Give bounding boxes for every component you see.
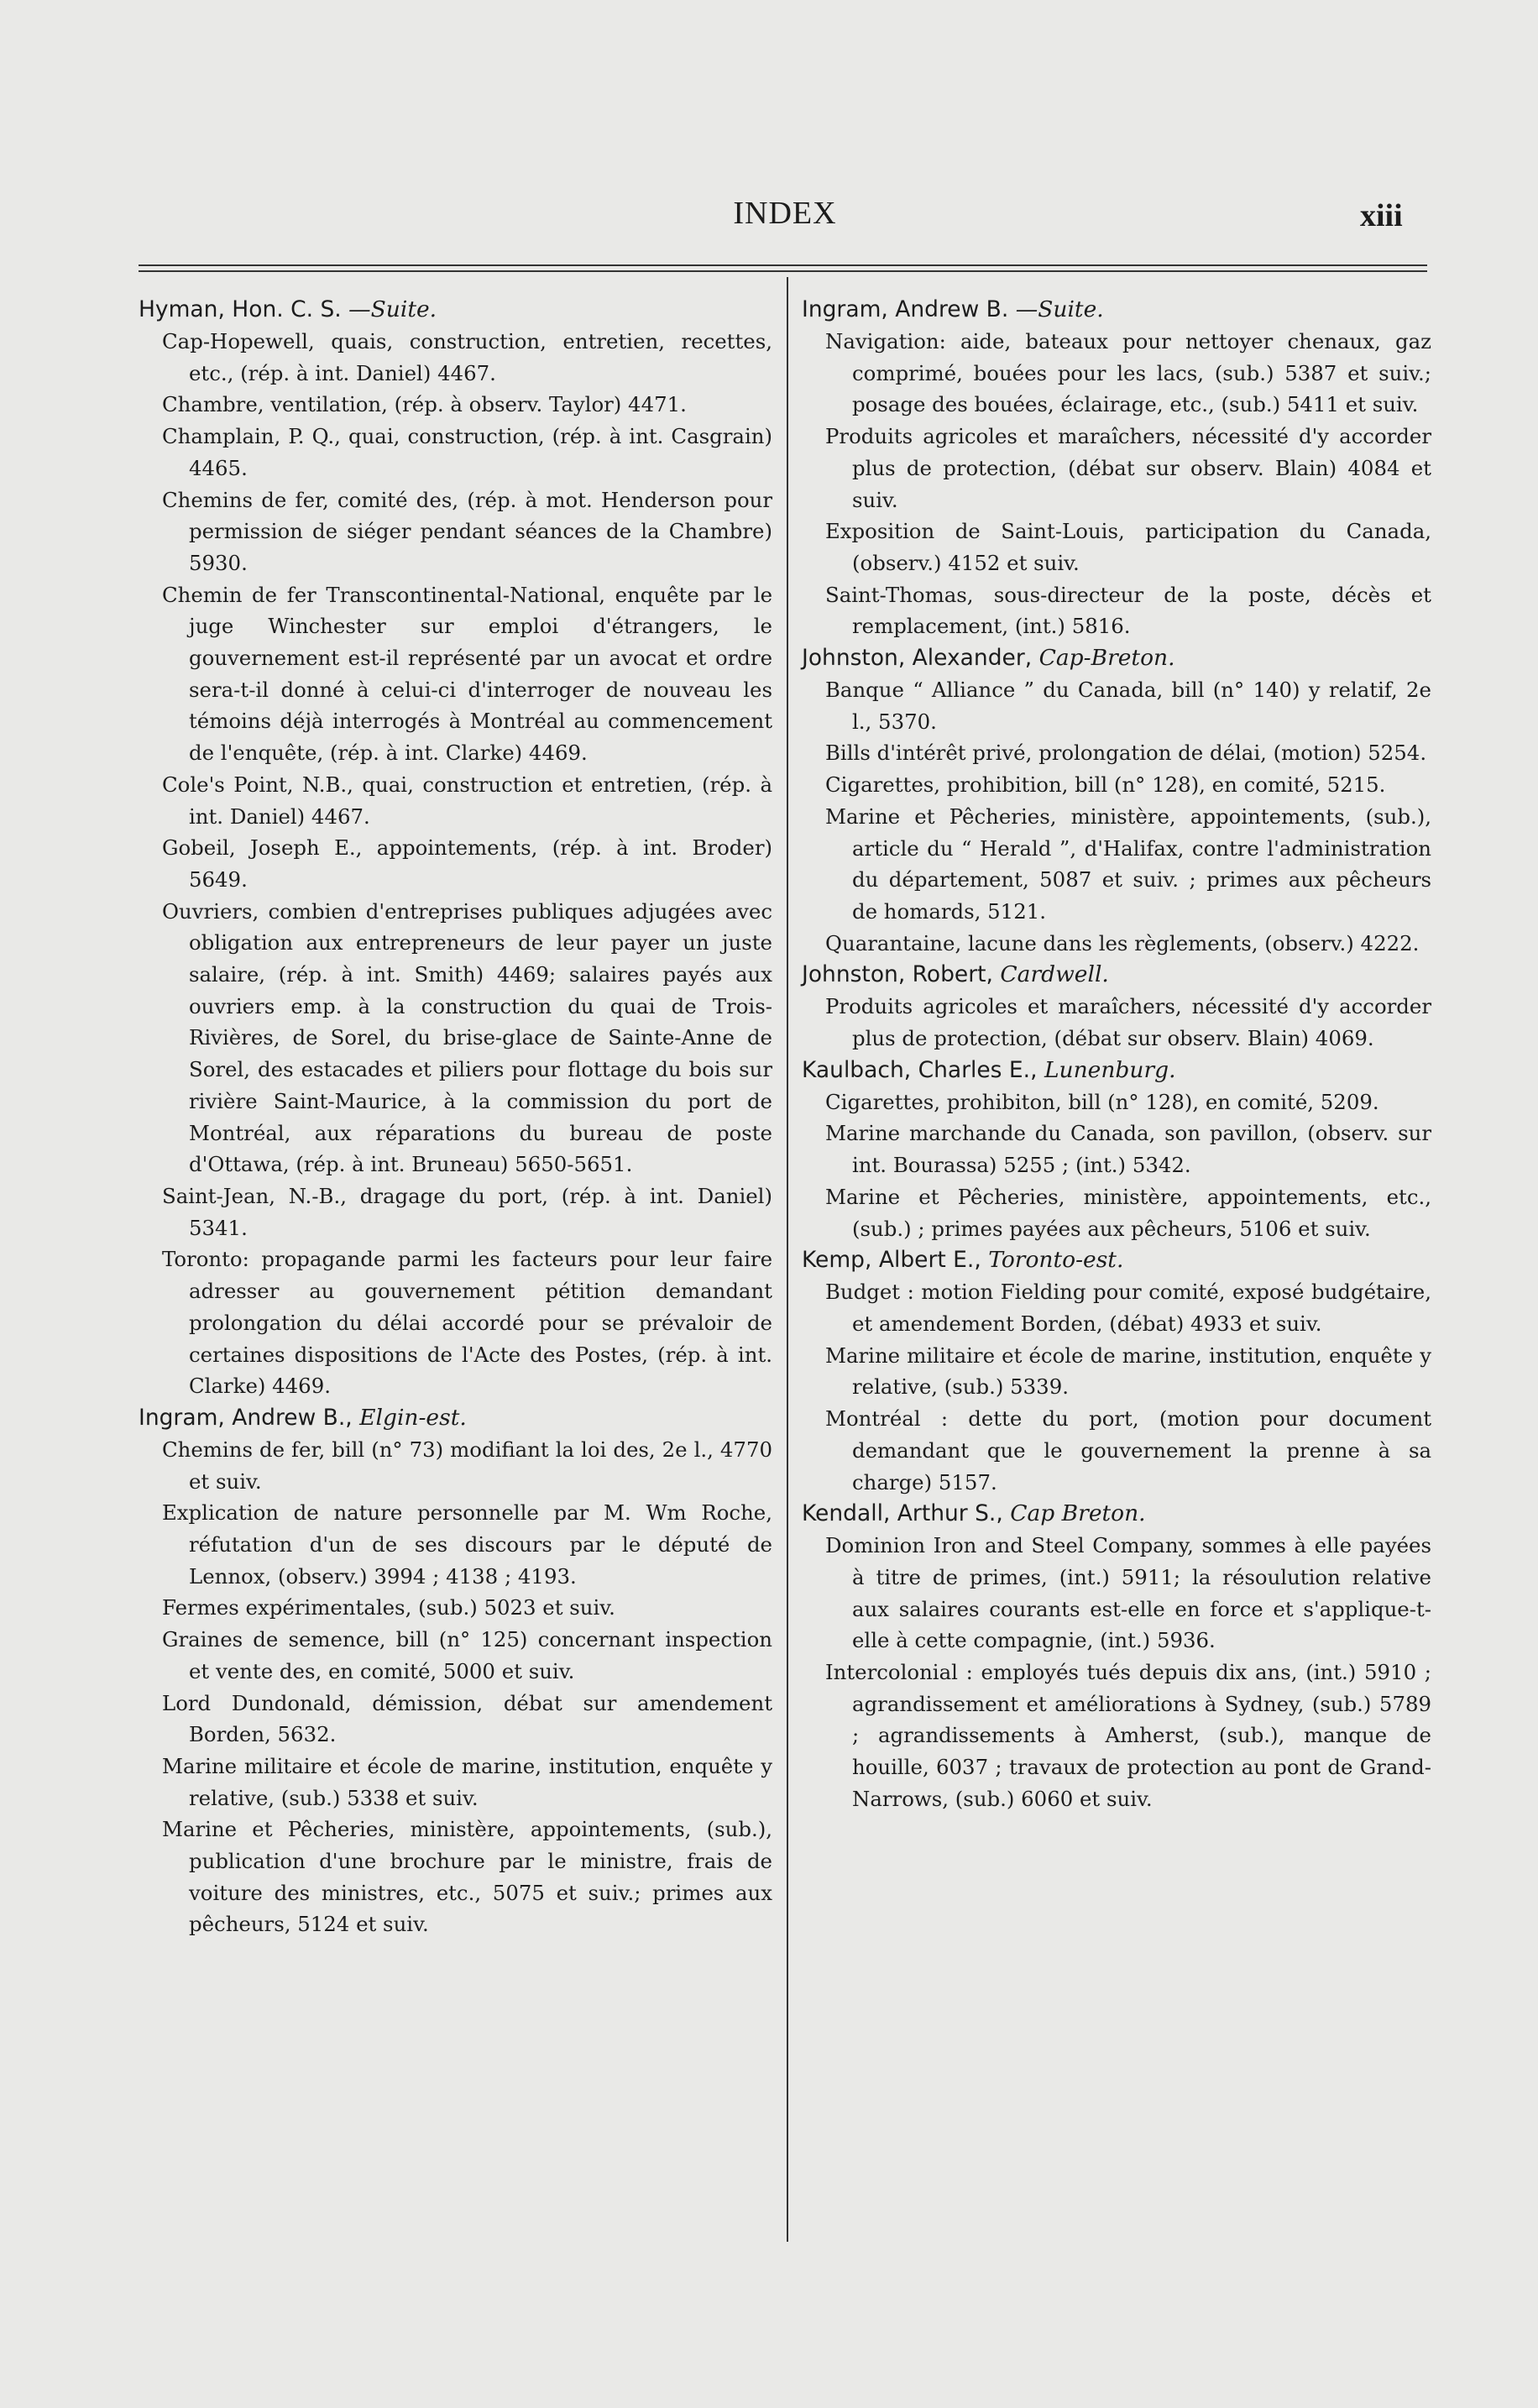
header-rule-second <box>139 270 1427 272</box>
heading-riding: —Suite. <box>1015 296 1104 322</box>
index-heading <box>802 294 1431 326</box>
index-entry: Champlain, P. Q., quai, construction, (rép. à int. Casgrain) 4465. <box>162 424 772 480</box>
index-entry: Chambre, ventilation, (rép. à observ. Taylor) 4471. <box>162 392 687 417</box>
index-entry: Marine et Pêcheries, ministère, appointements, (sub.), publication d'une brochure par le ministre, frais de voiture des ministres, etc., 5075 et suiv.; primes aux pêcheurs, 5124 et suiv. <box>162 1817 772 1937</box>
index-entry: Marine et Pêcheries, ministère, appointements, etc., (sub.) ; primes payées aux pêcheurs, 5106 et suiv. <box>825 1184 1431 1241</box>
index-entry: Quarantaine, lacune dans les règlements, (observ.) 4222. <box>825 930 1420 955</box>
index-entry: Lord Dundonald, démission, débat sur amendement Borden, 5632. <box>162 1690 772 1747</box>
index-entry: Saint-Jean, N.-B., dragage du port, (rép. à int. Daniel) 5341. <box>162 1183 772 1240</box>
index-entry: Marine militaire et école de marine, institution, enquête y relative, (sub.) 5338 et suiv. <box>162 1753 772 1810</box>
heading-riding: —Suite. <box>348 296 437 322</box>
heading-name: Kemp, Albert E., <box>802 1247 981 1274</box>
left-column <box>139 294 772 1940</box>
index-entry: Toronto: propagande parmi les facteurs pour leur faire adresser au gouvernement pétition demandant prolongation du délai accordé pour se prévaloir de certaines dispositions de l'Acte des Postes, (rép. à int. Clarke) 4469. <box>162 1247 772 1399</box>
page-title: INDEX <box>733 196 837 231</box>
index-heading <box>802 1498 1431 1530</box>
index-entry: Chemins de fer, bill (n° 73) modifiant la loi des, 2e l., 4770 et suiv. <box>162 1437 772 1494</box>
index-entry: Gobeil, Joseph E., appointements, (rép. à int. Broder) 5649. <box>162 835 772 892</box>
index-entry: Cole's Point, N.B., quai, construction et entretien, (rép. à int. Daniel) 4467. <box>162 772 772 829</box>
index-heading <box>802 1244 1431 1276</box>
heading-name: Hyman, Hon. C. S. <box>139 296 342 322</box>
index-entry: Bills d'intérêt privé, prolongation de délai, (motion) 5254. <box>825 741 1427 766</box>
index-heading <box>802 1055 1431 1086</box>
index-entry: Ouvriers, combien d'entreprises publiques adjugées avec obligation aux entrepreneurs de leur payer un juste salaire, (rép. à int. Smith) 4469; salaires payés aux ouvriers emp. à la construction du quai de Trois-Rivières, de Sorel, du brise-glace de Sainte-Anne de Sorel, des estacades et piliers pour flottage du bois sur rivière Saint-Maurice, à la commission du port de Montréal, aux réparations du bureau de poste d'Ottawa, (rép. à int. Bruneau) 5650-5651. <box>162 898 772 1177</box>
index-entry: Chemin de fer Transcontinental-National, enquête par le juge Winchester sur emploi d'étrangers, le gouvernement est-il représenté par un avocat et ordre sera-t-il donné à celui-ci d'interroger de nouveau les témoins déjà interrogés à Montréal au commencement de l'enquête, (rép. à int. Clarke) 4469. <box>162 582 772 766</box>
index-entry: Exposition de Saint-Louis, participation du Canada, (observ.) 4152 et suiv. <box>825 519 1431 575</box>
heading-name: Ingram, Andrew B., <box>139 1404 353 1431</box>
index-entry: Saint-Thomas, sous-directeur de la poste, décès et remplacement, (int.) 5816. <box>825 582 1431 639</box>
page-number: xiii <box>1360 198 1403 233</box>
header-rule <box>139 264 1427 266</box>
index-entry: Explication de nature personnelle par M. Wm Roche, réfutation d'un de ses discours par le député de Lennox, (observ.) 3994 ; 4138 ; 4193. <box>162 1500 772 1589</box>
index-heading <box>139 294 772 326</box>
heading-name: Kaulbach, Charles E., <box>802 1056 1038 1083</box>
index-entry: Marine marchande du Canada, son pavillon, (observ. sur int. Bourassa) 5255 ; (int.) 5342. <box>825 1121 1431 1178</box>
index-entry: Cap-Hopewell, quais, construction, entretien, recettes, etc., (rép. à int. Daniel) 4467. <box>162 329 772 385</box>
heading-riding: Elgin-est. <box>359 1404 467 1431</box>
index-entry: Fermes expérimentales, (sub.) 5023 et suiv. <box>162 1595 615 1620</box>
column-divider <box>787 277 788 2242</box>
heading-riding: Toronto-est. <box>988 1247 1124 1274</box>
index-heading <box>802 642 1431 674</box>
index-entry: Budget : motion Fielding pour comité, exposé budgétaire, et amendement Borden, (débat) 4933 et suiv. <box>825 1280 1431 1336</box>
index-entry: Cigarettes, prohibition, bill (n° 128), en comité, 5215. <box>825 772 1386 798</box>
heading-riding: Lunenburg. <box>1044 1056 1176 1083</box>
index-entry: Dominion Iron and Steel Company, sommes à elle payées à titre de primes, (int.) 5911; la résoulution relative aux salaires courants est-elle en force et s'applique-t-elle à cette compagnie, (int.) 5936. <box>825 1533 1431 1653</box>
index-entry: Intercolonial : employés tués depuis dix ans, (int.) 5910 ; agrandissement et améliorations à Sydney, (sub.) 5789 ; agrandissements à Amherst, (sub.), manque de houille, 6037 ; travaux de protection au pont de Grand-Narrows, (sub.) 6060 et suiv. <box>825 1660 1431 1811</box>
index-entry: Produits agricoles et maraîchers, nécessité d'y accorder plus de protection, (débat sur observ. Blain) 4069. <box>825 994 1431 1051</box>
heading-riding: Cap-Breton. <box>1038 645 1175 672</box>
heading-name: Kendall, Arthur S., <box>802 1500 1003 1527</box>
heading-name: Johnston, Robert, <box>802 961 993 988</box>
index-heading <box>802 959 1431 991</box>
index-entry: Produits agricoles et maraîchers, nécessité d'y accorder plus de protection, (débat sur observ. Blain) 4084 et suiv. <box>825 424 1431 512</box>
index-entry: Chemins de fer, comité des, (rép. à mot. Henderson pour permission de siéger pendant séances de la Chambre) 5930. <box>162 487 772 575</box>
index-entry: Montréal : dette du port, (motion pour document demandant que le gouvernement la prenne à sa charge) 5157. <box>825 1406 1431 1495</box>
index-entry: Cigarettes, prohibiton, bill (n° 128), en comité, 5209. <box>825 1089 1379 1114</box>
heading-riding: Cap Breton. <box>1010 1500 1146 1527</box>
index-entry: Marine et Pêcheries, ministère, appointements, (sub.), article du “ Herald ”, d'Halifax, contre l'administration du département, 5087 et suiv. ; primes aux pêcheurs de homards, 5121. <box>825 804 1431 924</box>
right-column <box>802 294 1431 1815</box>
heading-riding: Cardwell. <box>1000 961 1109 988</box>
index-entry: Banque “ Alliance ” du Canada, bill (n° 140) y relatif, 2e l., 5370. <box>825 678 1431 734</box>
heading-name: Johnston, Alexander, <box>802 645 1033 672</box>
index-entry: Navigation: aide, bateaux pour nettoyer chenaux, gaz comprimé, bouées pour les lacs, (sub.) 5387 et suiv.; posage des bouées, éclairage, etc., (sub.) 5411 et suiv. <box>825 329 1431 417</box>
index-heading <box>139 1402 772 1434</box>
heading-name: Ingram, Andrew B. <box>802 296 1009 322</box>
index-entry: Marine militaire et école de marine, institution, enquête y relative, (sub.) 5339. <box>825 1343 1431 1400</box>
index-entry: Graines de semence, bill (n° 125) concernant inspection et vente des, en comité, 5000 et suiv. <box>162 1627 772 1683</box>
